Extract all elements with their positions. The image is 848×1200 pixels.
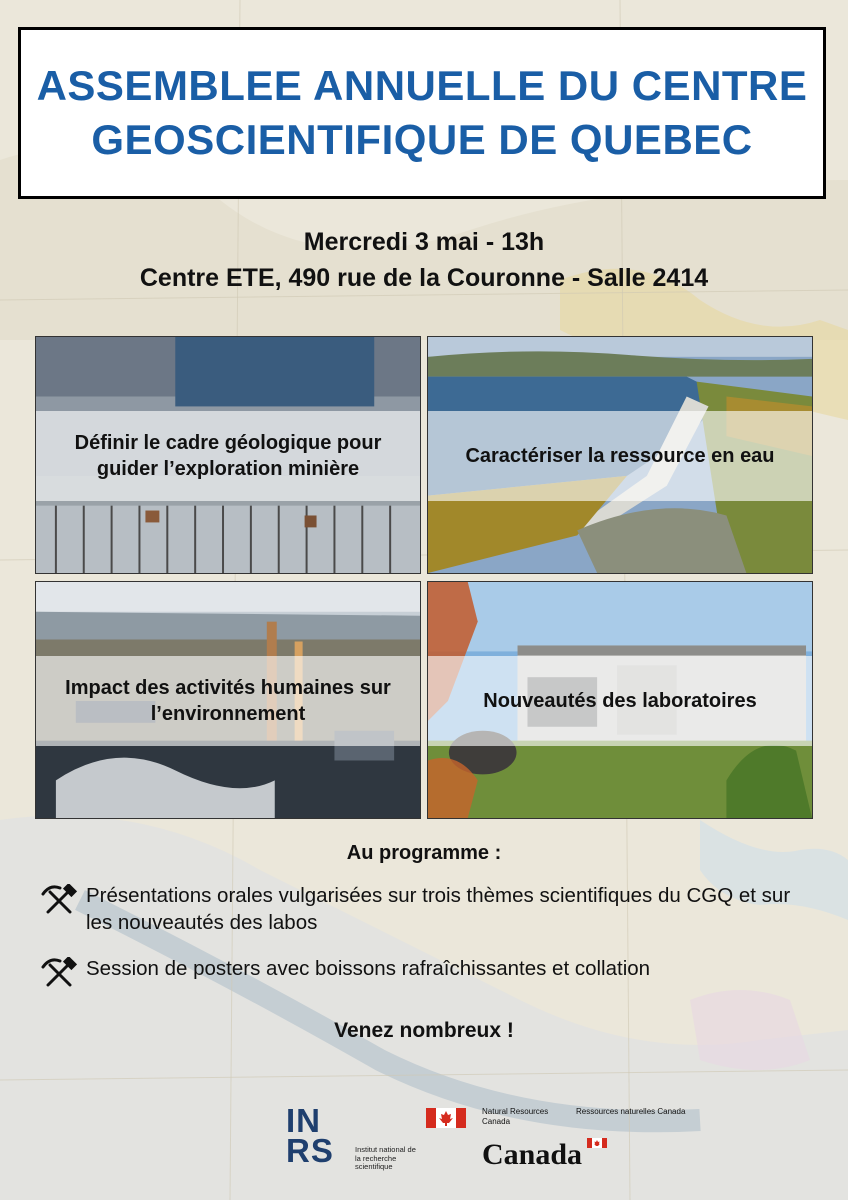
event-date: Mercredi 3 mai - 13h bbox=[303, 228, 545, 256]
program-item-text: Session de posters avec boissons rafraîchissantes et collation bbox=[86, 957, 651, 980]
poster-title: ASSEMBLEE ANNUELLE DU CENTRE GEOSCIENTIFIQUE DE QUEBEC bbox=[36, 62, 808, 163]
inrs-logo bbox=[286, 1102, 426, 1178]
program-item bbox=[40, 955, 820, 987]
theme-tile-environment bbox=[35, 581, 421, 819]
nrcan-logo bbox=[426, 1106, 686, 1178]
nrcan-french-label: Ressources naturelles Canada bbox=[576, 1107, 686, 1116]
theme-tile-geology bbox=[35, 336, 421, 574]
theme-tile-laboratories bbox=[427, 581, 813, 819]
nrcan-english-label: Natural Resources Canada bbox=[482, 1107, 549, 1126]
theme-label-environment: Impact des activités humaines sur l’environnement bbox=[36, 656, 420, 746]
event-location: Centre ETE, 490 rue de la Couronne - Salle 2414 bbox=[139, 264, 709, 292]
inrs-logo-letters: IN RS bbox=[286, 1102, 334, 1169]
pickaxe-hammer-icon bbox=[40, 957, 78, 987]
theme-label-water: Caractériser la ressource en eau bbox=[428, 411, 812, 501]
program-item bbox=[40, 882, 820, 936]
inrs-logo-label: Institut national de la recherche scientifique bbox=[355, 1145, 416, 1171]
theme-label-geology: Définir le cadre géologique pour guider l’exploration minière bbox=[36, 411, 420, 501]
program-heading: Au programme : bbox=[346, 842, 502, 864]
theme-tile-water bbox=[427, 336, 813, 574]
title-box bbox=[18, 27, 826, 199]
program-item-text: Présentations orales vulgarisées sur trois thèmes scientifiques du CGQ et sur les nouveautés des labos bbox=[86, 884, 791, 934]
closing-message: Venez nombreux ! bbox=[334, 1019, 514, 1042]
theme-label-laboratories: Nouveautés des laboratoires bbox=[428, 656, 812, 746]
pickaxe-hammer-icon bbox=[40, 884, 78, 914]
canada-flag-icon bbox=[426, 1108, 466, 1128]
canada-wordmark-flag-icon bbox=[587, 1138, 607, 1148]
canada-wordmark: Canada bbox=[482, 1138, 583, 1171]
